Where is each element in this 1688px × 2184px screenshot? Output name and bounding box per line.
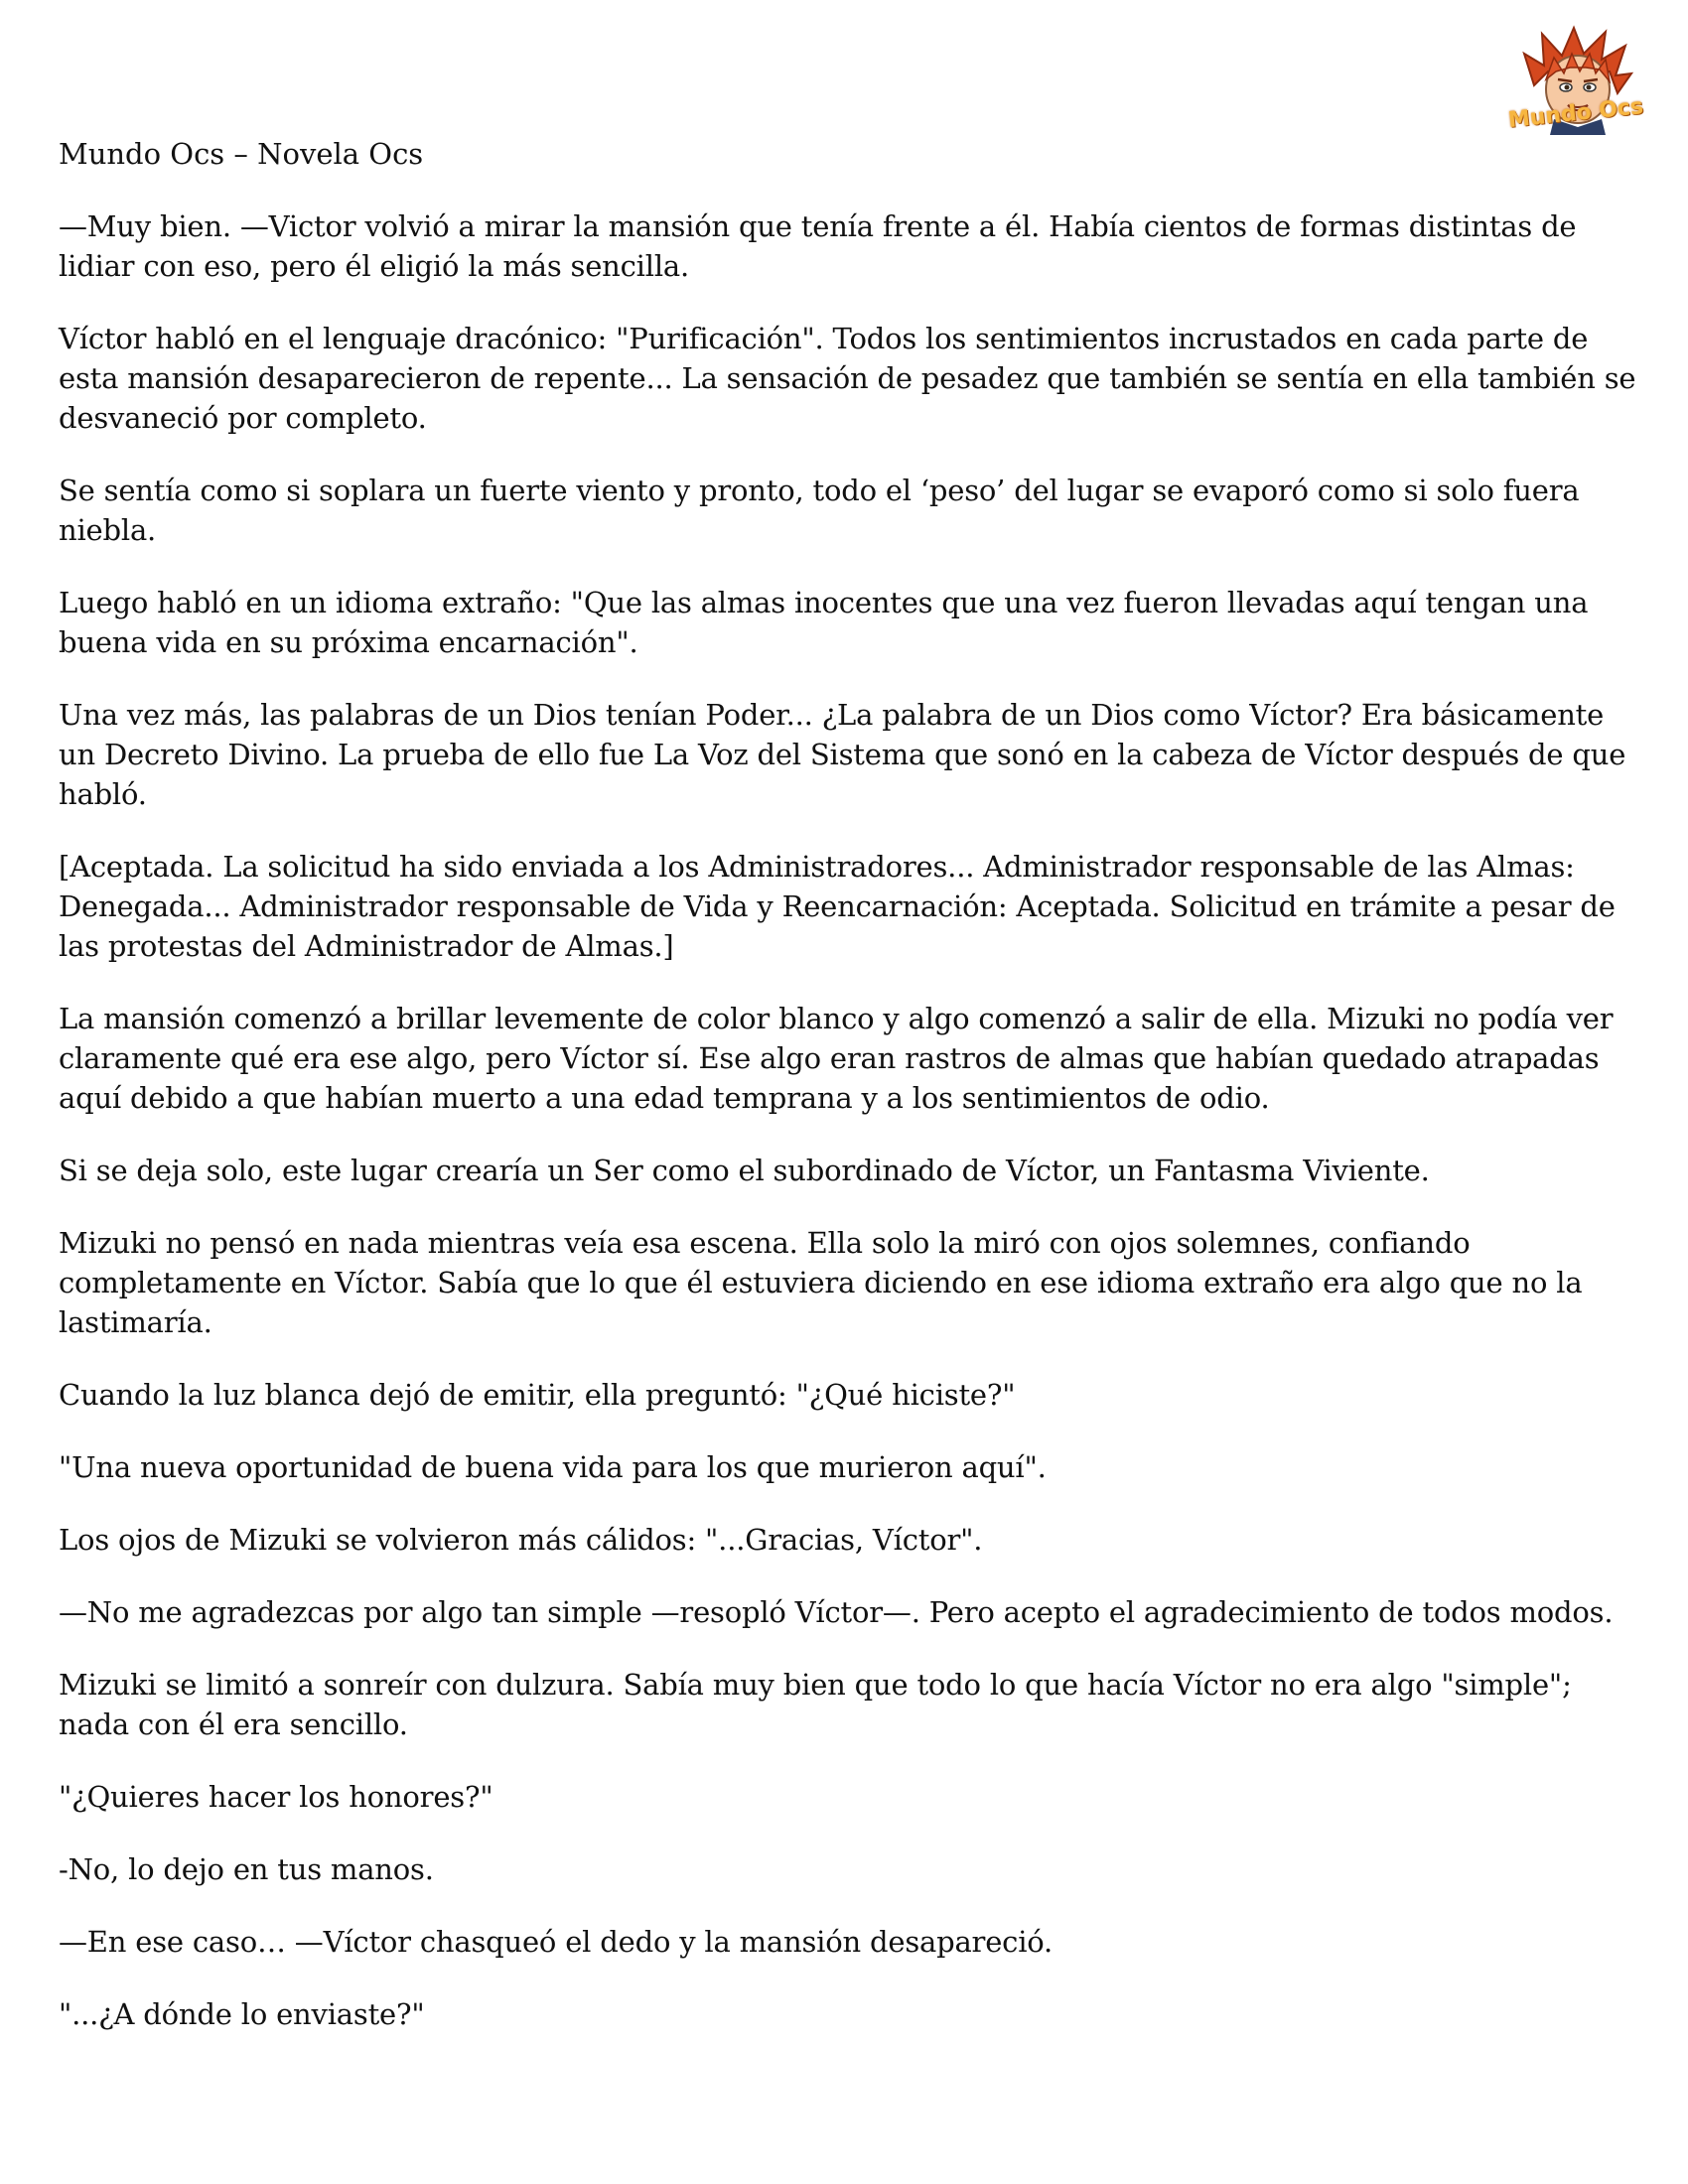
paragraph: Si se deja solo, este lugar crearía un Ser como el subordinado de Víctor, un Fantasma Viviente. — [59, 1154, 1430, 1187]
paragraph: Se sentía como si soplara un fuerte viento y pronto, todo el ‘peso’ del lugar se evaporó como si solo fuera niebla. — [59, 474, 1580, 547]
paragraph: -No, lo dejo en tus manos. — [59, 1852, 434, 1886]
paragraph: "...¿A dónde lo enviaste?" — [59, 1997, 425, 2031]
paragraph: —No me agradezcas por algo tan simple —resopló Víctor—. Pero acepto el agradecimiento de todos modos. — [59, 1595, 1614, 1629]
paragraph: —Muy bien. —Victor volvió a mirar la mansión que tenía frente a él. Había cientos de formas distintas de lidiar con eso, pero él eligió la más sencilla. — [59, 209, 1577, 283]
logo-text: Mundo Ocs — [1506, 93, 1645, 134]
paragraph: Los ojos de Mizuki se volvieron más cálidos: "...Gracias, Víctor". — [59, 1523, 983, 1557]
paragraph: Una vez más, las palabras de un Dios tenían Poder... ¿La palabra de un Dios como Víctor? Era básicamente un Decreto Divino. La prueba de ello fue La Voz del Sistema que sonó en la cabeza de Víctor después de que habló. — [59, 698, 1626, 811]
paragraph: —En ese caso… —Víctor chasqueó el dedo y la mansión desapareció. — [59, 1925, 1054, 1959]
page-header-title: Mundo Ocs – Novela Ocs — [59, 137, 424, 171]
paragraph: La mansión comenzó a brillar levemente de color blanco y algo comenzó a salir de ella. Mizuki no podía ver claramente qué era ese algo, pero Víctor sí. Ese algo eran rastros de almas que habían quedado atrapadas aquí debido a que habían muerto a una edad temprana y a los sentimientos de odio. — [59, 1002, 1614, 1115]
paragraph: [Aceptada. La solicitud ha sido enviada a los Administradores... Administrador responsable de las Almas: Denegada... Administrador responsable de Vida y Reencarnación: Aceptada. Solicitud en trámite a pesar de las protestas del Administrador de Almas.] — [59, 850, 1616, 963]
paragraph: Cuando la luz blanca dejó de emitir, ella preguntó: "¿Qué hiciste?" — [59, 1378, 1016, 1412]
paragraph: Víctor habló en el lenguaje dracónico: "Purificación". Todos los sentimientos incrustados en cada parte de esta mansión desaparecieron de repente... La sensación de pesadez que también se sentía en ella también se desvaneció por completo. — [59, 322, 1636, 435]
paragraph: Luego habló en un idioma extraño: "Que las almas inocentes que una vez fueron llevadas aquí tengan una buena vida en su próxima encarnación". — [59, 586, 1589, 659]
paragraph: Mizuki se limitó a sonreír con dulzura. Sabía muy bien que todo lo que hacía Víctor no era algo "simple"; nada con él era sencillo. — [59, 1668, 1572, 1741]
paragraph: "Una nueva oportunidad de buena vida para los que murieron aquí". — [59, 1450, 1047, 1484]
paragraph: "¿Quieres hacer los honores?" — [59, 1780, 493, 1814]
paragraph: Mizuki no pensó en nada mientras veía esa escena. Ella solo la miró con ojos solemnes, confiando completamente en Víctor. Sabía que lo que él estuviera diciendo en ese idioma extraño era algo que no la lastimaría. — [59, 1226, 1583, 1339]
document-body — [59, 134, 1647, 2067]
